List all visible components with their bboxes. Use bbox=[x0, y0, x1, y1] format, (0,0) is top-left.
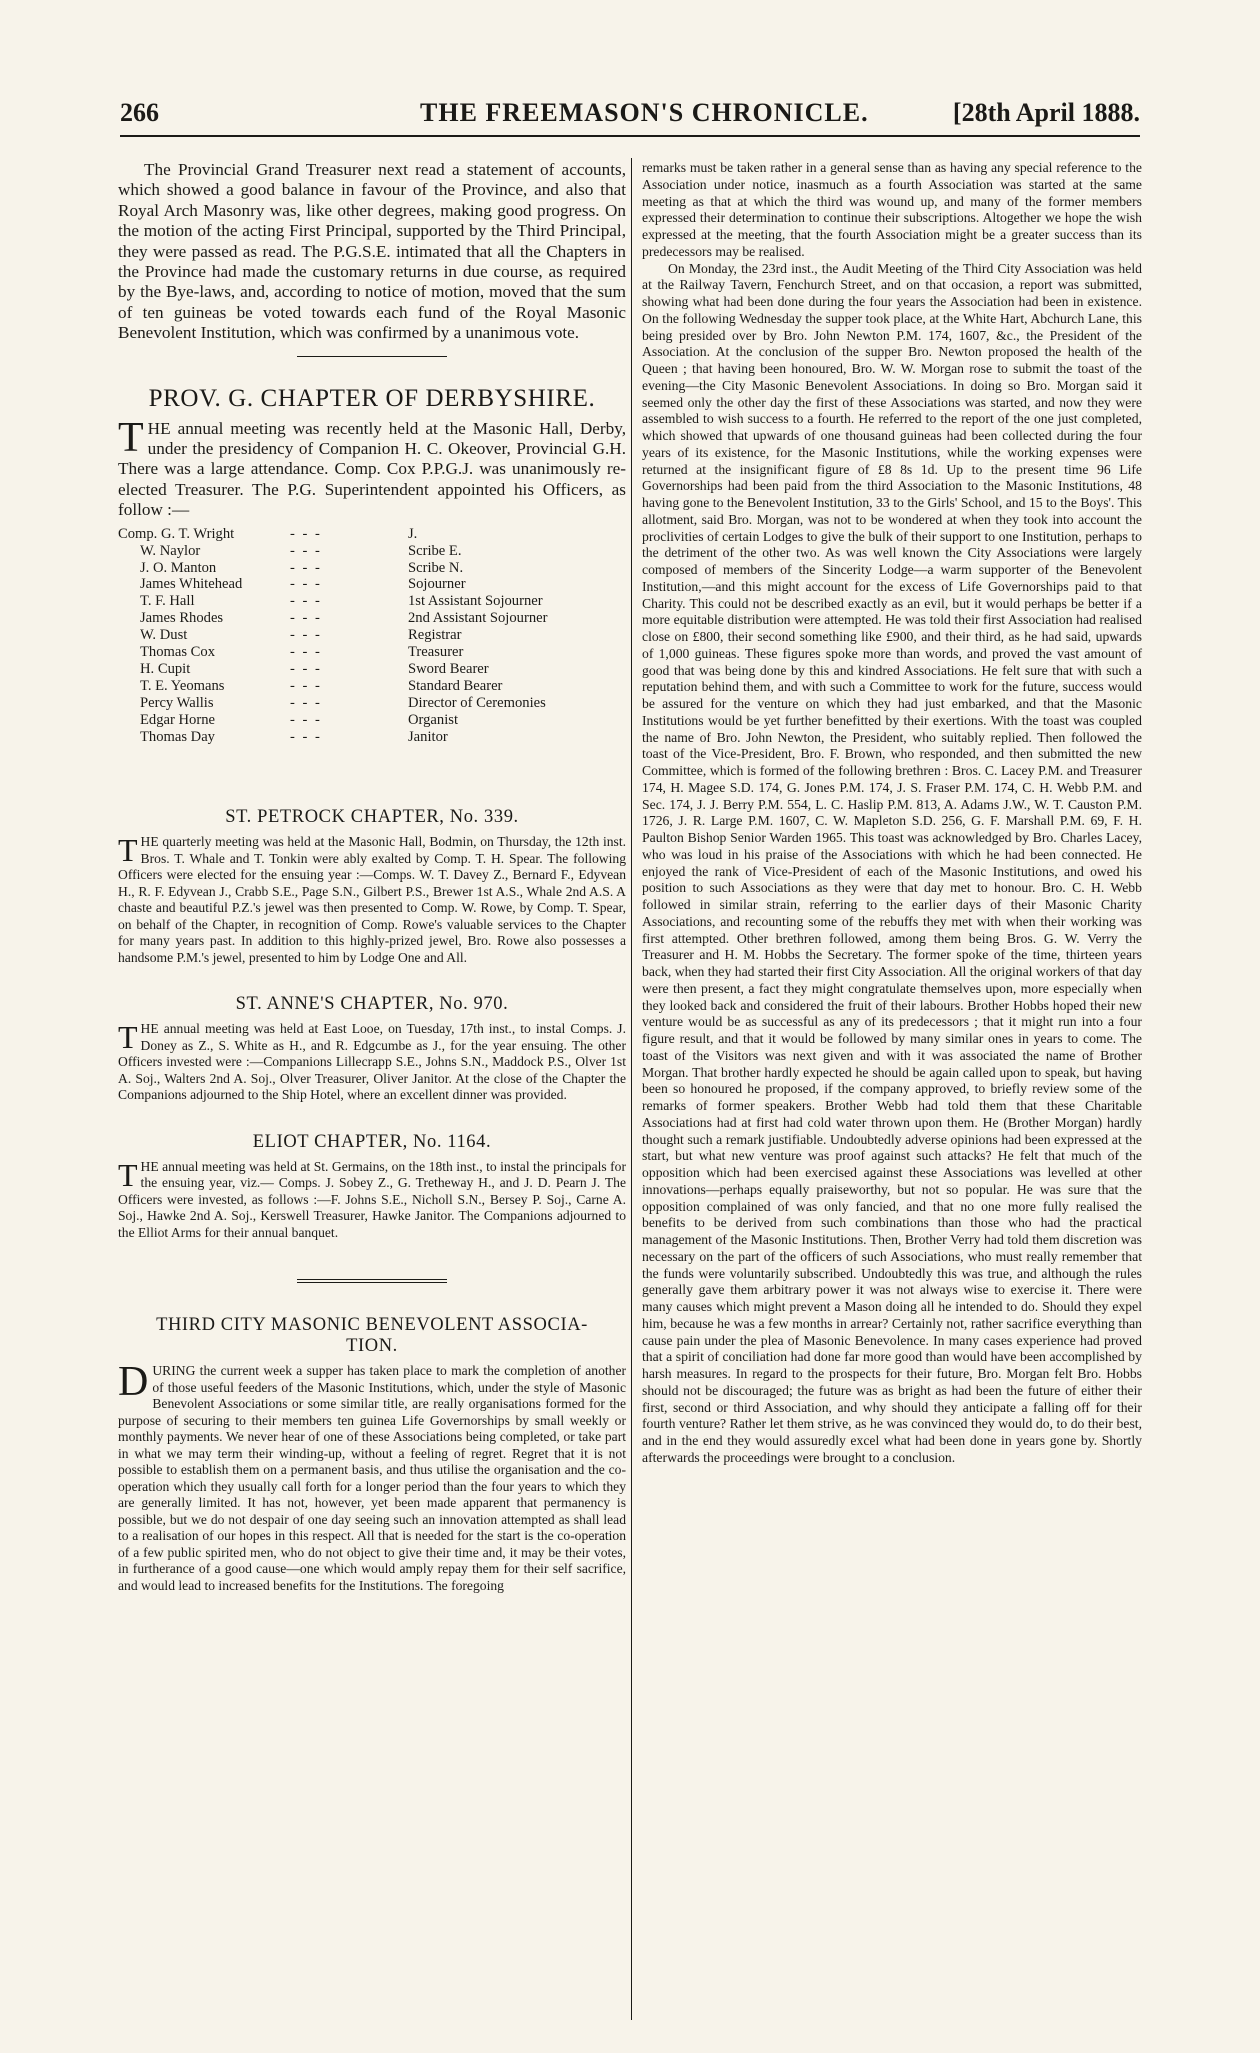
officer-row: W. Dust - - - Registrar bbox=[140, 627, 462, 644]
officer-row: W. Naylor - - - Scribe E. bbox=[140, 542, 462, 559]
officer-row: Edgar Horne - - - Organist bbox=[140, 711, 458, 728]
officer-row: T. E. Yeomans - - - Standard Bearer bbox=[140, 677, 503, 694]
officer-row: Thomas Cox - - - Treasurer bbox=[140, 644, 464, 661]
page-header bbox=[120, 98, 1140, 132]
officer-row: H. Cupit - - - Sword Bearer bbox=[140, 660, 489, 677]
third-city-body: DURING the current week a supper has taken place to mark the completion of another of those useful feeders of the Masonic Institutions, which, under the style of Masonic Benevolent Associations or some similar title, are really organisations formed for the purpose of securing to their members ten guinea Life Governorships by small weekly or monthly payments. We never hear of one of these Associations being completed, or take part in what we may term their winding-up, without a feeling of regret. Regret that it is not possible to establish them on a permanent basis, and thus utilise the organisation and the co-operation which they usually call forth for a longer period than the four years to which they are generally limited. It has not, however, yet been made apparent that permanency is possible, but we do not despair of one day seeing such an innovation attempted as shall lead to a realisation of our hopes in this respect. All that is needed for the start is the co-operation of a few public spirited men, who do not object to give their time and, it may be their votes, in furtherance of a good cause—one which would amply repay them for their self sacrifice, and would lead to increased benefits for the Institutions. The foregoing bbox=[118, 1359, 626, 1593]
page-number: 266 bbox=[120, 98, 159, 127]
treasurer-paragraph: The Provincial Grand Treasurer next read a statement of accounts, which showed a good balance in favour of the Province, and also that Royal Arch Masonry was, like other degrees, making good progress. On the motion of the acting First Principal, supported by the Third Principal, they were passed as read. The P.G.S.E. intimated that all the Chapters in the Province had made the customary returns in due course, as required by the Bye-laws, and, according to notice of motion, moved that the sum of ten guineas be voted towards each fund of the Royal Masonic Benevolent Institution, which was confirmed by a unanimous vote. bbox=[118, 160, 626, 343]
column-divider bbox=[631, 158, 632, 2020]
audit-meeting-paragraph: On Monday, the 23rd inst., the Audit Meeting of the Third City Association was held at the Railway Tavern, Fenchurch Street, and on that occasion, a report was submitted, showing what had been done during the four years the Association had been in existence. On the following Wednesday the supper took place, at the White Hart, Abchurch Lane, this being presided over by Bro. John Newton P.M. 174, 1607, &c., the President of the Association. At the conclusion of the supper Bro. Newton proposed the health of the Queen ; that having been honoured, Bro. W. W. Morgan rose to submit the toast of the evening—the City Masonic Benevolent Associations. In doing so Bro. Morgan said it seemed only the other day the first of these Associations was started, and now they were assembled to wish success to a fourth. He referred to the report of the one just completed, which showed that upwards of one thousand guineas had been collected during the four years of its existence, for the Masonic Institutions, while the working expenses were returned at the insignificant figure of £8 8s 1d. Up to the present time 96 Life Governorships had been paid from the third Association to the Masonic Institutions, 48 having gone to the Benevolent Institution, 33 to the Girls' School, and 15 to the Boys'. This allotment, said Bro. Morgan, was not to be wondered at when they took into account the proclivities of certain Lodges to give the bulk of their support to one Institution, perhaps to the detriment of the other two. As was well known the City Associations were largely composed of members of the Sincerity Lodge—a warm supporter of the Benevolent Institution,—and this might account for the excess of Life Governorships paid to that Charity. This could not be described exactly as an evil, but it would perhaps be better if a more equitable distribution were attempted. He was told their first Association had realised close on £800, their second something like £900, and their third, as he had said, upwards of 1,000 guineas. These figures spoke more than words, and proved the vast amount of good that was being done by this and kindred Associations. He felt sure that with such a reputation behind them, and with such a Committee to work for the future, success would be assured for the venture on which they had just embarked, and that the Masonic Institutions would be yet further benefitted by their exertions. With the toast was coupled the name of Bro. John Newton, the President, who suitably replied. Then followed the toast of the Vice-President, Bro. F. Brown, who responded, and then submitted the new Committee, which is formed of the following brethren : Bros. C. Lacey P.M. and Treasurer 174, H. Magee S.D. 174, G. Jones P.M. 174, J. S. Fraser P.M. 174, C. H. Webb P.M. and Sec. 174, J. J. Berry P.M. 554, L. C. Haslip P.M. 813, A. Adams J.W., W. T. Causton P.M. 1726, J. R. Large P.M. 1607, C. W. Mapleton S.D. 256, G. F. Marshall P.M. 69, F. H. Paulton Bishop Senior Warden 1965. This toast was acknowledged by Bro. Charles Lacey, who was loud in his praise of the Associations with which he had been connected. He enjoyed the rank of Vice-President of each of the Masonic Institutions, and owed his position to such Associations as they were that day met to honour. Bro. C. H. Webb followed in similar strain, referring to the earlier days of their Masonic Charity Associations, and recounting some of the rebuffs they met with when their working was first attempted. Other brethren followed, among them being Bros. G. W. Verry the Treasurer and H. M. Hobbs the Secretary. The former spoke of the time, thirteen years back, when they had started their first City Association. All the original workers of that day were then present, a fact they might congratulate themselves upon, more especially when they looked back and considered the fruit of their labours. Brother Hobbs hoped their new venture would be as successful as any of its predecessors ; that it might run into a four figure result, and that it would be followed by many similar ones in years to come. The toast of the Visitors was next given and with it was associated the name of Brother Morgan. That brother hardly expected he should be again called upon to speak, but having been so honoured he proposed, if the company approved, to briefly review some of the remarks of former speakers. Brother Webb had told them that these Charitable Associations had at first had cold water thrown upon them. He (Brother Morgan) hardly thought such a remark justifiable. Undoubtedly adverse opinions had been expressed at the start, but what new venture was proof against such attacks? He felt that much of the opposition which had been exercised against these Associations was levelled at other innovations—perhaps equally praiseworthy, but not so popular. He was sure that the opposition complained of was only fancied, and that no one more fully realised the benefits to be derived from such combinations than those who had the practical management of the Masonic Institutions. Then, Brother Verry had told them discretion was necessary on the part of the officers of such Associations, who must really remember that the funds were voluntarily subscribed. Undoubtedly this was true, and although the rules generally gave them arbitrary power it was not always wise to exercise it. There were many causes which might prevent a Mason doing all he intended to do. Should they expel him, because he was a few months in arrear? Certainly not, rather sacrifice everything than cause pain under the plea of Masonic Benevolence. In many cases experience had proved that a spirit of conciliation had done far more good than would have been accomplished by harsh measures. In regard to the prospects for their future, Bro. Morgan felt Bro. Hobbs should not be discouraged; the future was as bright as had been the future of either their first, second or third Association, and why should they anticipate a falling off for their fourth venture? Rather let them strive, as he was convinced they would do, to do their best, and in the end they would assuredly excel what had been done in years gone by. Shortly afterwards the proceedings were brought to a conclusion. bbox=[642, 260, 1142, 1465]
eliot-heading: ELIOT CHAPTER, No. 1164. bbox=[252, 1131, 492, 1152]
anne-heading: ST. ANNE'S CHAPTER, No. 970. bbox=[235, 994, 509, 1015]
left-column bbox=[118, 160, 626, 1594]
drop-cap: T bbox=[118, 832, 138, 869]
eliot-body: THE annual meeting was held at St. Germains, on the 18th inst., to instal the principals for the ensuing year, viz.— Comps. J. Sobey Z., G. Tretheway H., and J. D. Pearn J. The Officers were invested, as follows :—F. Johns S.E., Nicholl S.N., Bersey P. Soj., Carne A. Soj., Hawke 2nd A. Soj., Kerswell Treasurer, Hawke Janitor. The Companions adjourned to the Elliot Arms for their annual banquet. bbox=[118, 1156, 626, 1240]
drop-cap: D bbox=[118, 1359, 149, 1406]
anne-body: THE annual meeting was held at East Looe, on Tuesday, 17th inst., to instal Comps. J. Doney as Z., S. White as H., and R. Edgcumbe as J., for the year ensuing. The other Officers invested were :—Companions Lillecrapp S.E., Johns S.N., Maddock P.S., Olver 1st A. Soj., Walters 2nd A. Soj., Olver Treasurer, Oliver Janitor. At the close of the Chapter the Companions adjourned to the Ship Hotel, where an excellent dinner was provided. bbox=[118, 1019, 626, 1103]
officer-row: Thomas Day - - - Janitor bbox=[140, 728, 448, 745]
officer-row: J. O. Manton - - - Scribe N. bbox=[140, 559, 464, 576]
masthead-title: THE FREEMASON'S CHRONICLE. bbox=[420, 98, 869, 127]
officer-row: James Whitehead - - - Sojourner bbox=[140, 576, 466, 593]
officer-row: Percy Wallis - - - Director of Ceremonies bbox=[140, 694, 546, 711]
right-column bbox=[642, 160, 1142, 1467]
header-rule bbox=[120, 135, 1140, 137]
derbyshire-heading: PROV. G. CHAPTER OF DERBYSHIRE. bbox=[148, 384, 596, 412]
derbyshire-body: THE annual meeting was recently held at the Masonic Hall, Derby, under the presidency of Companion H. C. Okeover, Provincial G.H. There was a large attendance. Comp. Cox P.P.G.J. was unanimously re-elected Treasurer. The P.G. Superintendent appointed his Officers, as follow :— bbox=[118, 414, 626, 520]
officer-row: T. F. Hall - - - 1st Assistant Sojourner bbox=[140, 593, 543, 610]
issue-date: [28th April 1888. bbox=[952, 98, 1140, 127]
petrock-heading: ST. PETROCK CHAPTER, No. 339. bbox=[225, 807, 519, 828]
officer-row: Comp. G. T. Wright - - - J. bbox=[118, 525, 418, 542]
officers-list bbox=[118, 526, 547, 746]
remarks-paragraph: remarks must be taken rather in a general sense than as having any special reference to the Association under notice, inasmuch as a fourth Association was started at the same meeting as that at which the third was wound up, and many of the former members expressed their determination to continue their subscriptions. Altogether we hope the wish expressed at the meeting, that the fourth Association might be a greater success than its predecessors may be realised. bbox=[642, 160, 1142, 259]
drop-cap: T bbox=[118, 1156, 138, 1193]
drop-cap: T bbox=[118, 414, 144, 461]
officer-row: James Rhodes - - - 2nd Assistant Sojourner bbox=[140, 610, 548, 627]
petrock-body: THE quarterly meeting was held at the Masonic Hall, Bodmin, on Thursday, the 12th inst. Bros. T. Whale and T. Tonkin were ably exalted by Comp. T. H. Spear. The following Officers were elected for the ensuing year :—Comps. W. T. Davey Z., Bernard F., Edyvean H., R. F. Edyvean J., Crabb S.E., Page S.N., Gilbert P.S., Brewer 1st A.S., Whale 2nd A.S. A chaste and beautiful P.Z.'s jewel was then presented to Comp. W. Rowe, by Comp. T. Spear, on behalf of the Chapter, in recognition of Comp. Rowe's valuable services to the Chapter for many years past. In addition to this highly-prized jewel, Bro. Rowe also possesses a handsome P.M.'s jewel, presented to him by Lodge One and All. bbox=[118, 832, 626, 965]
drop-cap: T bbox=[118, 1019, 138, 1056]
third-city-heading: THIRD CITY MASONIC BENEVOLENT ASSOCIA- TION. bbox=[156, 1315, 588, 1357]
